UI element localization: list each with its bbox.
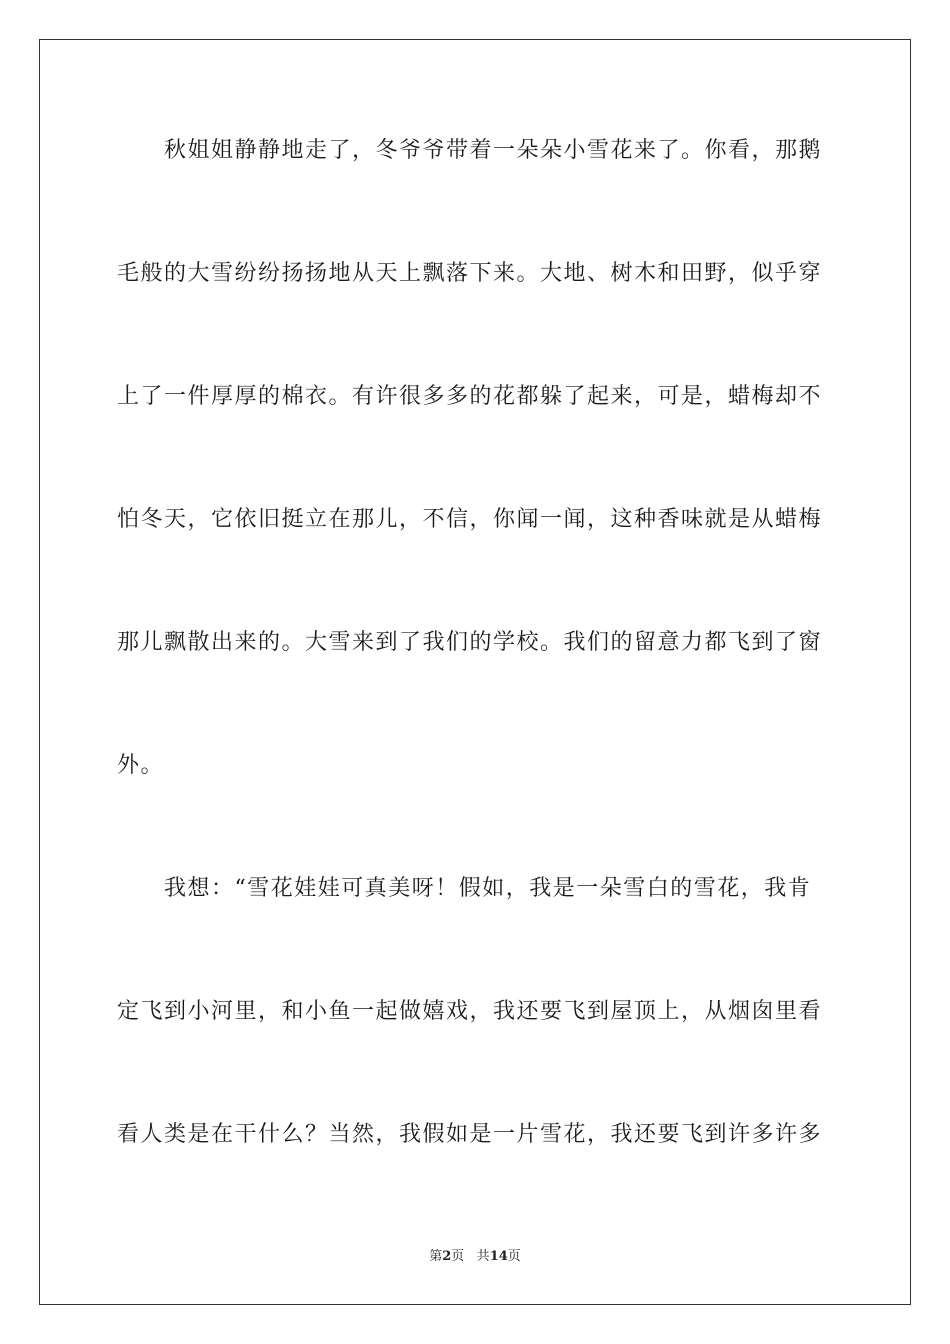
paragraph-line: 毛般的大雪纷纷扬扬地从天上飘落下来。大地、树木和田野，似乎穿 (117, 261, 823, 286)
page-border (39, 39, 911, 1305)
page-number: 2 (442, 1249, 452, 1264)
paragraph-line: 我想：“雪花娃娃可真美呀！假如，我是一朵雪白的雪花，我肯 (117, 876, 812, 901)
paragraph-line: 看人类是在干什么？当然，我假如是一片雪花，我还要飞到许多许多 (117, 1122, 823, 1147)
paragraph-line: 那儿飘散出来的。大雪来到了我们的学校。我们的留意力都飞到了窗 (117, 630, 823, 655)
page-footer (0, 1248, 950, 1266)
paragraph-line: 怕冬天，它依旧挺立在那儿，不信，你闻一闻，这种香味就是从蜡梅 (117, 507, 823, 532)
paragraph-line: 上了一件厚厚的棉衣。有许很多多的花都躲了起来，可是，蜡梅却不 (117, 384, 823, 409)
total-suffix: 页 (507, 1249, 521, 1264)
paragraph-line: 定飞到小河里，和小鱼一起做嬉戏，我还要飞到屋顶上，从烟囱里看 (117, 999, 823, 1024)
total-prefix: 共 (476, 1249, 490, 1264)
paragraph-line: 外。 (117, 753, 165, 778)
page-suffix: 页 (451, 1249, 465, 1264)
paragraph-line: 秋姐姐静静地走了，冬爷爷带着一朵朵小雪花来了。你看，那鹅 (117, 138, 823, 163)
total-pages: 14 (489, 1249, 508, 1264)
page-prefix: 第 (429, 1249, 443, 1264)
